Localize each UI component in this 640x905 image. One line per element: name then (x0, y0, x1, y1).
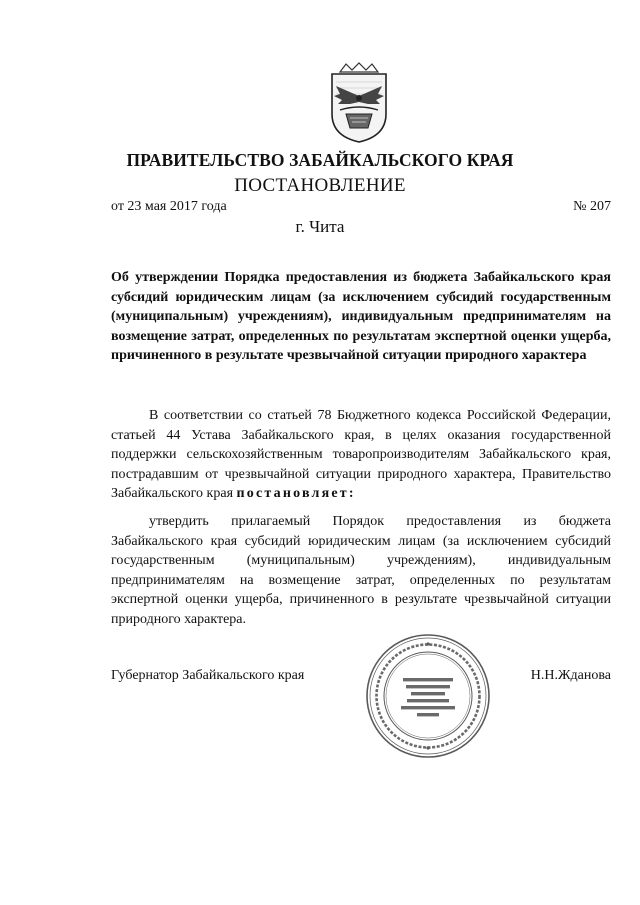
official-seal-icon (365, 633, 491, 759)
preamble-text: В соответствии со статьей 78 Бюджетного кодекса Российской Федерации, статьей 44 Устава Забайкальского края, в целях оказания государственной поддержки сельскохозяйственным товаропроизводителям Забайкальского края, пострадавшим от чрезвычайной ситуации природного характера, Правительство Забайкальского края (111, 408, 611, 501)
signatory-position: Губернатор Забайкальского края (111, 668, 305, 683)
document-type: ПОСТАНОВЛЕНИЕ (234, 175, 406, 196)
decree-colon: : (348, 486, 356, 501)
preamble-paragraph (111, 406, 611, 504)
document-city: г. Чита (295, 217, 345, 236)
signatory-name: Н.Н.Жданова (530, 668, 611, 683)
coat-of-arms-icon (326, 62, 392, 144)
document-subject: Об утверждении Порядка предоставления из бюджета Забайкальского края субсидий юридическим лицам (за исключением субсидий государственным (муниципальным) учреждениям), индивидуальным предпринимателям на возмещение затрат, определенных по результатам экспертной оценки ущерба, причиненного в результате чрезвычайной ситуации природного характера (111, 270, 611, 363)
document-number: № 207 (573, 199, 611, 214)
resolution-paragraph: утвердить прилагаемый Порядок предоставления из бюджета Забайкальского края субсидий юридическим лицам (за исключением субсидий государственным (муниципальным) учреждениям), индивидуальным предпринимателям на возмещение затрат, определенных по результатам экспертной оценки ущерба, причиненного в результате чрезвычайной ситуации природного характера. (111, 514, 611, 627)
government-title: ПРАВИТЕЛЬСТВО ЗАБАЙКАЛЬСКОГО КРАЯ (126, 150, 514, 170)
decree-word: постановляет (236, 486, 349, 501)
document-date: от 23 мая 2017 года (111, 199, 227, 214)
